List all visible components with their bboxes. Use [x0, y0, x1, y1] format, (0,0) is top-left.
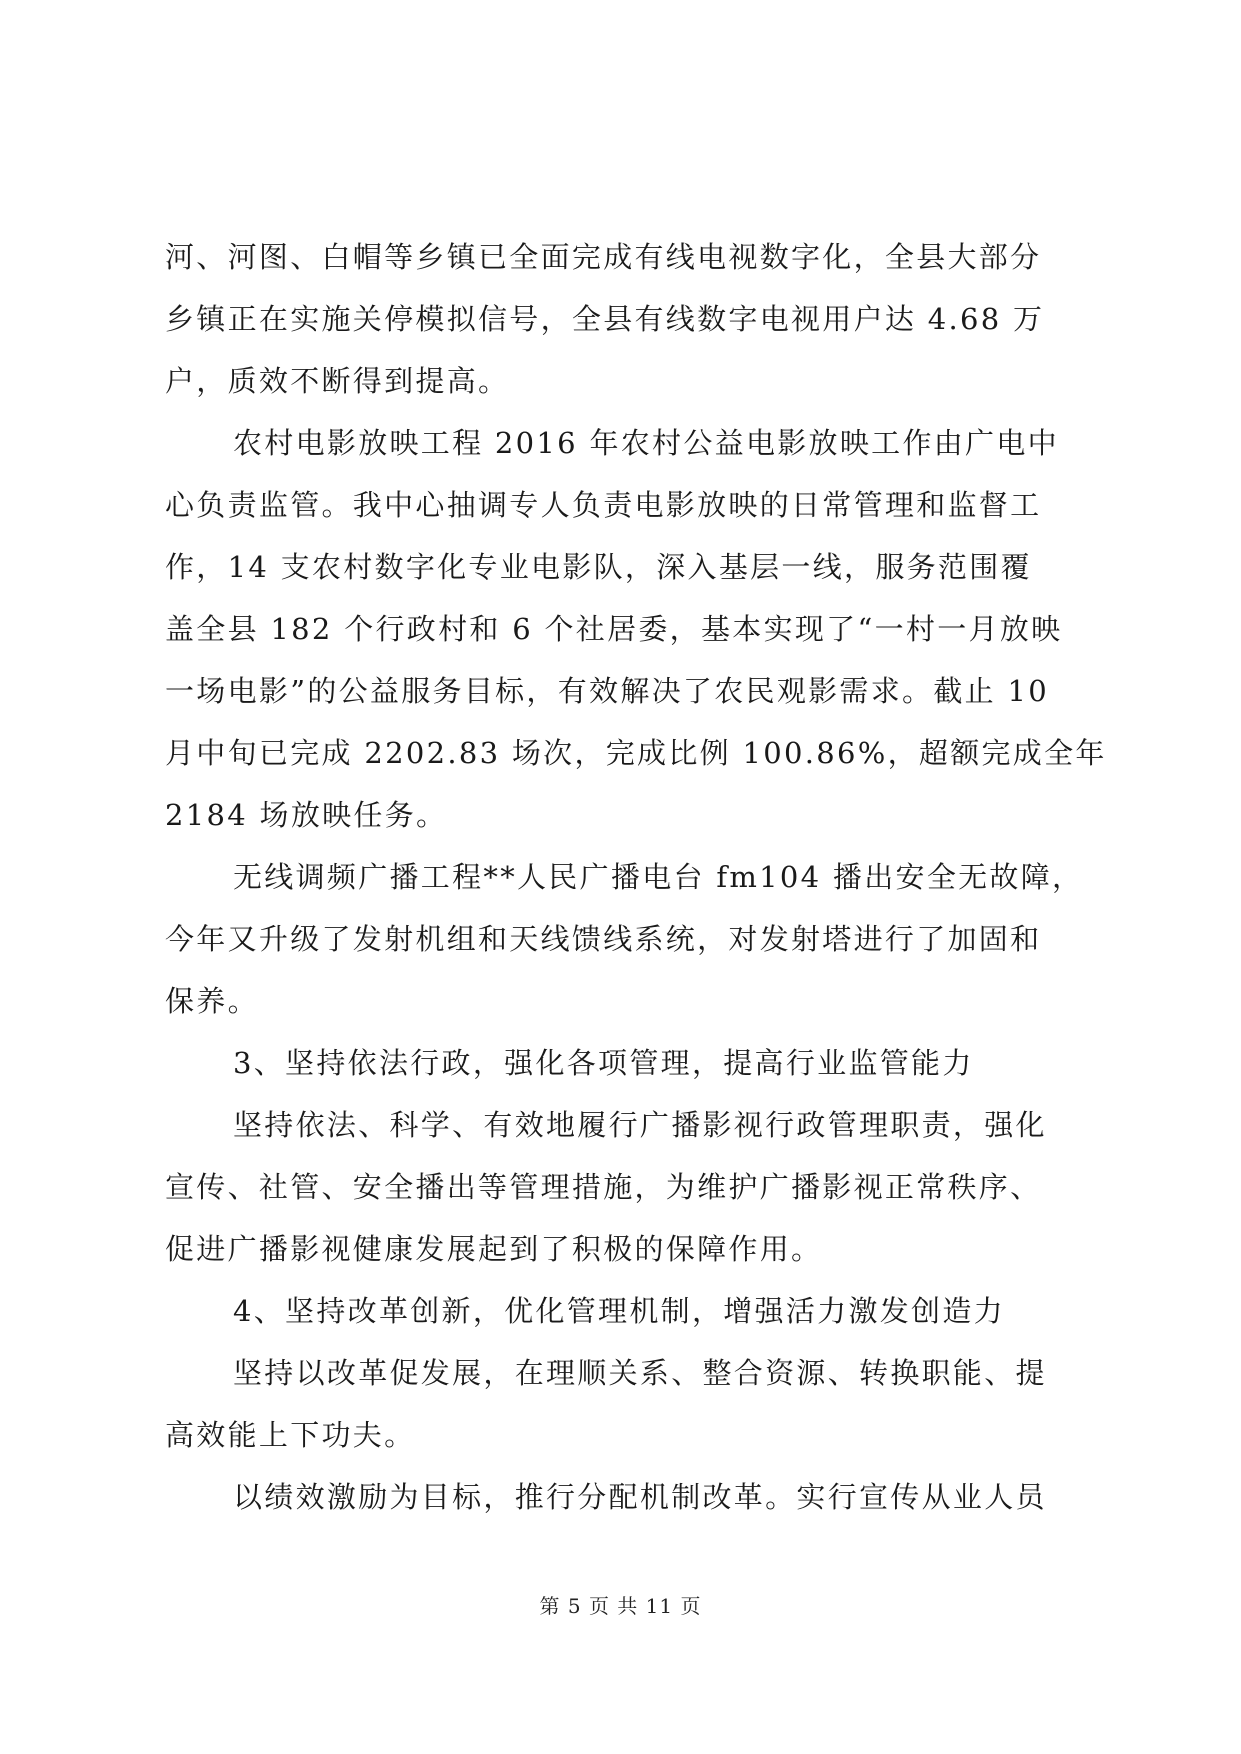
section-heading-3: 3、坚持依法行政，强化各项管理，提高行业监管能力	[233, 1046, 974, 1080]
text-line-13: 保养。	[165, 984, 259, 1018]
text-line-7: 盖全县 182 个行政村和 6 个社居委，基本实现了“一村一月放映	[165, 612, 1063, 646]
text-line-5: 心负责监管。我中心抽调专人负责电影放映的日常管理和监督工	[165, 488, 1042, 522]
text-line-3: 户，质效不断得到提高。	[165, 364, 510, 398]
text-line-6: 作，14 支农村数字化专业电影队，深入基层一线，服务范围覆	[165, 550, 1032, 584]
text-line-10: 2184 场放映任务。	[165, 798, 448, 832]
text-line-17: 促进广播影视健康发展起到了积极的保障作用。	[165, 1232, 823, 1266]
text-line-9: 月中旬已完成 2202.83 场次，完成比例 100.86%，超额完成全年	[165, 736, 1107, 770]
text-line-2: 乡镇正在实施关停模拟信号，全县有线数字电视用户达 4.68 万	[165, 302, 1045, 336]
text-line-12: 今年又升级了发射机组和天线馈线系统，对发射塔进行了加固和	[165, 922, 1042, 956]
document-body	[165, 226, 1107, 1528]
text-line-1: 河、河图、白帽等乡镇已全面完成有线电视数字化，全县大部分	[165, 240, 1042, 274]
text-line-16: 宣传、社管、安全播出等管理措施，为维护广播影视正常秩序、	[165, 1170, 1042, 1204]
paragraph-law-admin-start: 坚持依法、科学、有效地履行广播影视行政管理职责，强化	[233, 1108, 1047, 1142]
paragraph-reform-start: 坚持以改革促发展，在理顺关系、整合资源、转换职能、提	[233, 1356, 1047, 1390]
text-line-20: 高效能上下功夫。	[165, 1418, 416, 1452]
paragraph-incentive-start: 以绩效激励为目标，推行分配机制改革。实行宣传从业人员	[233, 1480, 1047, 1514]
page-footer: 第 5 页 共 11 页	[539, 1594, 702, 1618]
paragraph-rural-film-start: 农村电影放映工程 2016 年农村公益电影放映工作由广电中	[233, 426, 1059, 460]
section-heading-4: 4、坚持改革创新，优化管理机制，增强活力激发创造力	[233, 1294, 1005, 1328]
paragraph-fm-radio-start: 无线调频广播工程**人民广播电台 fm104 播出安全无故障，	[233, 860, 1084, 894]
text-line-8: 一场电影”的公益服务目标，有效解决了农民观影需求。截止 10	[165, 674, 1049, 708]
